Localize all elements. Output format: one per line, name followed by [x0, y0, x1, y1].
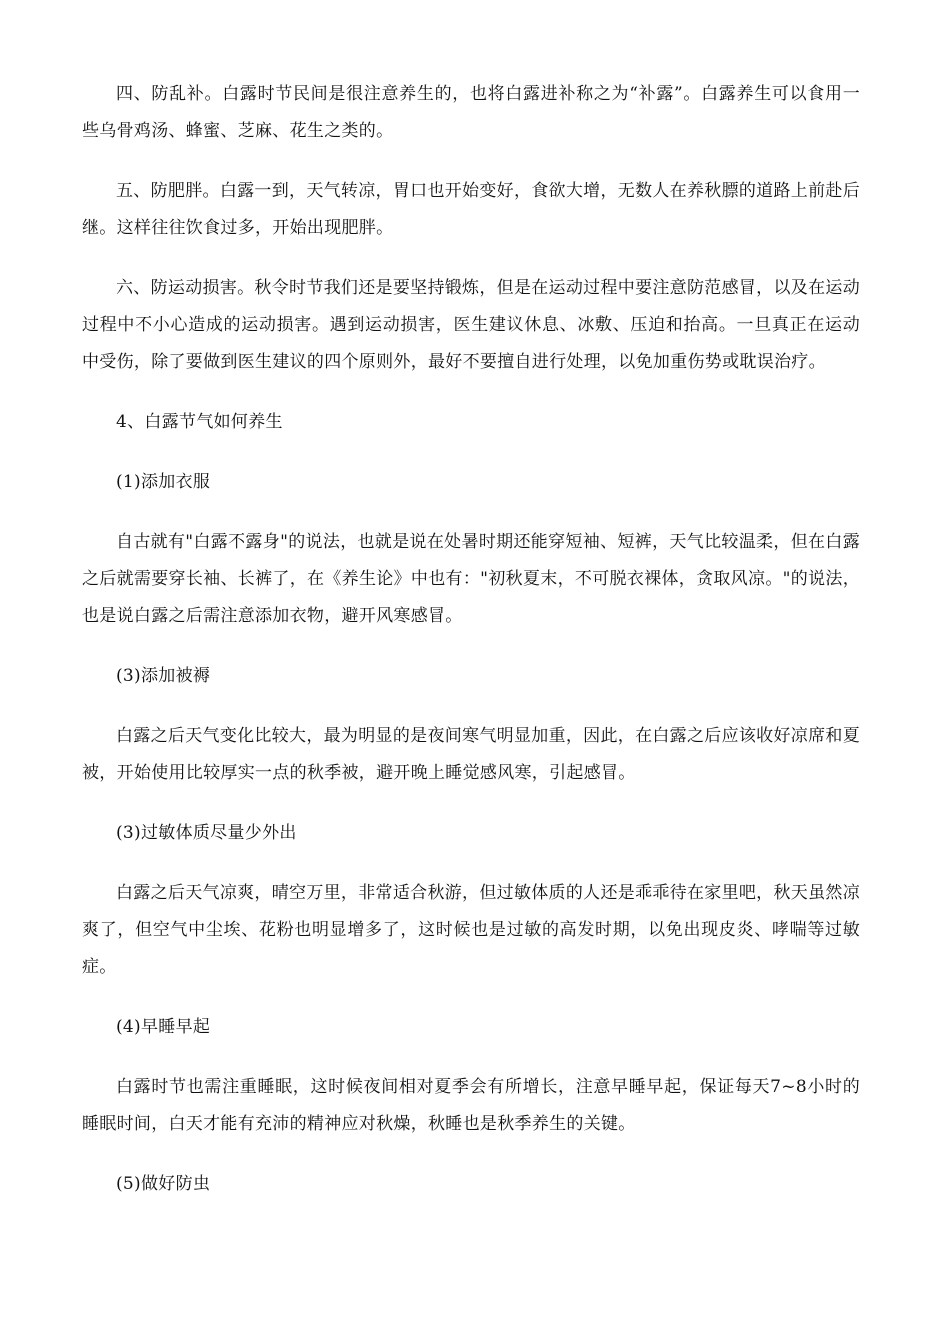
subheading-add-clothes: (1)添加衣服 [116, 472, 211, 492]
paragraph-gap [82, 247, 860, 270]
paragraph-gap [82, 441, 860, 464]
paragraph-prevent-sports-injury: 六、防运动损害。秋令时节我们还是要坚持锻炼，但是在运动过程中要注意防范感冒，以及在运动过程中不小心造成的运动损害。遇到运动损害，医生建议休息、冰敷、压迫和抬高。一旦真正在运动中受伤，除了要做到医生建议的四个原则外，最好不要擅自进行处理，以免加重伤势或耽误治疗。 [82, 278, 860, 372]
subheading-add-bedding: (3)添加被褥 [116, 666, 211, 686]
paragraph-gap [82, 381, 860, 404]
paragraph-allergy: 白露之后天气凉爽，晴空万里，非常适合秋游，但过敏体质的人还是乖乖待在家里吧，秋天虽然凉爽了，但空气中尘埃、花粉也明显增多了，这时候也是过敏的高发时期，以免出现皮炎、哮喘等过敏症。 [82, 883, 860, 977]
paragraph-gap [82, 150, 860, 173]
paragraph-gap [82, 501, 860, 524]
subheading-insect-prevention: (5)做好防虫 [116, 1174, 211, 1194]
paragraph-gap [82, 986, 860, 1009]
paragraph-add-bedding: 白露之后天气变化比较大，最为明显的是夜间寒气明显加重，因此，在白露之后应该收好凉席和夏被，开始使用比较厚实一点的秋季被，避开晚上睡觉感风寒，引起感冒。 [82, 726, 860, 783]
subheading-allergy: (3)过敏体质尽量少外出 [116, 823, 297, 843]
paragraph-prevent-obesity: 五、防肥胖。白露一到，天气转凉，胃口也开始变好，食欲大增，无数人在养秋膘的道路上前赴后继。这样往往饮食过多，开始出现肥胖。 [82, 181, 860, 238]
paragraph-gap [82, 1046, 860, 1069]
paragraph-gap [82, 1143, 860, 1166]
subheading-early-sleep: (4)早睡早起 [116, 1017, 211, 1037]
section-heading-bailu-health: 4、白露节气如何养生 [116, 412, 283, 432]
paragraph-gap [82, 635, 860, 658]
paragraph-prevent-overtonic: 四、防乱补。白露时节民间是很注意养生的，也将白露进补称之为“补露”。白露养生可以食用一些乌骨鸡汤、蜂蜜、芝麻、花生之类的。 [82, 84, 860, 141]
paragraph-early-sleep: 白露时节也需注重睡眠，这时候夜间相对夏季会有所增长，注意早睡早起，保证每天7~8小时的睡眠时间，白天才能有充沛的精神应对秋燥，秋睡也是秋季养生的关键。 [82, 1077, 860, 1134]
paragraph-gap [82, 792, 860, 815]
paragraph-gap [82, 852, 860, 875]
document-page [82, 76, 860, 1203]
paragraph-add-clothes: 自古就有"白露不露身"的说法，也就是说在处暑时期还能穿短袖、短裤，天气比较温柔，但在白露之后就需要穿长袖、长裤了，在《养生论》中也有："初秋夏末，不可脱衣裸体，贪取风凉。"的说法，也是说白露之后需注意添加衣物，避开风寒感冒。 [82, 532, 860, 626]
paragraph-gap [82, 695, 860, 718]
